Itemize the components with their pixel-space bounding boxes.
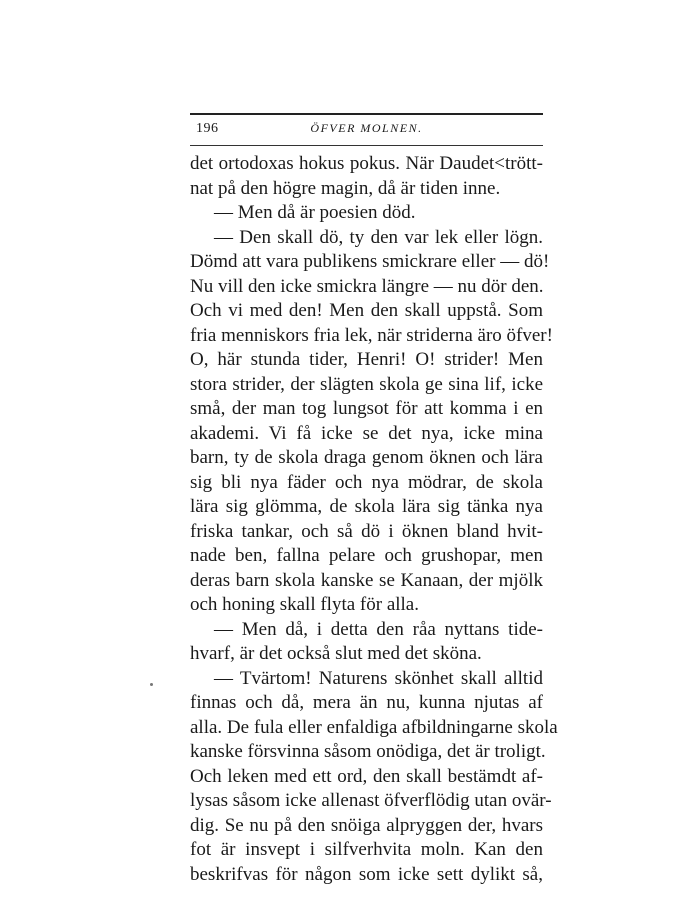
text-line: dig. Se nu på den snöiga alpryggen der, hvars xyxy=(190,814,543,836)
text-line: barn, ty de skola draga genom öknen och lära xyxy=(190,447,543,468)
text-line: Och leken med ett ord, den skall bestämdt af- xyxy=(190,765,543,787)
text-line: fot är insvept i silfverhvita moln. Kan den xyxy=(190,839,543,860)
text-line: hvarf, är det också slut med det sköna. xyxy=(190,643,482,664)
text-line: nade ben, fallna pelare och grushopar, men xyxy=(190,545,543,566)
text-line: Och vi med den! Men den skall uppstå. Som xyxy=(190,300,543,321)
text-line: akademi. Vi få icke se det nya, icke mina xyxy=(190,422,543,444)
running-head: ÖFVER MOLNEN. xyxy=(310,121,423,135)
page-number: 196 xyxy=(196,121,219,136)
text-line: Nu vill den icke smickra längre — nu dör den. xyxy=(190,275,544,297)
text-line: — Den skall dö, ty den var lek eller lögn. xyxy=(214,226,543,248)
text-line: sig bli nya fäder och nya mödrar, de skola xyxy=(190,471,543,493)
text-line: friska tankar, och så dö i öknen bland hvit- xyxy=(190,520,543,542)
text-line: små, der man tog lungsot för att komma i en xyxy=(190,398,543,419)
text-line: — Men då är poesien död. xyxy=(214,202,416,223)
text-line: stora strider, der slägten skola ge sina lif, icke xyxy=(190,373,543,395)
header-rule-bottom xyxy=(190,145,543,146)
text-line: fria menniskors fria lek, när striderna äro öfver! xyxy=(190,324,553,346)
text-line: Dömd att vara publikens smickrare eller — dö! xyxy=(190,251,550,272)
text-line: finnas och då, mera än nu, kunna njutas af xyxy=(190,692,543,713)
text-line: och honing skall flyta för alla. xyxy=(190,594,419,615)
text-line: det ortodoxas hokus pokus. När Daudet˂trött- xyxy=(190,153,543,174)
text-line: lära sig glömma, de skola lära sig tänka nya xyxy=(190,496,543,517)
print-speck xyxy=(150,683,153,686)
text-line: beskrifvas för någon som icke sett dylikt så, xyxy=(190,863,543,885)
text-line: kanske försvinna såsom onödiga, det är troligt. xyxy=(190,741,546,762)
text-line: — Tvärtom! Naturens skönhet skall alltid xyxy=(214,667,543,689)
header-rule-top xyxy=(190,113,543,115)
text-line: — Men då, i detta den råa nyttans tide- xyxy=(214,618,543,640)
text-line: lysas såsom icke allenast öfverflödig utan ovär- xyxy=(190,790,552,811)
text-line: alla. De fula eller enfaldiga afbildningarne skola xyxy=(190,716,558,738)
text-line: nat på den högre magin, då är tiden inne. xyxy=(190,177,501,199)
text-line: deras barn skola kanske se Kanaan, der mjölk xyxy=(190,569,543,591)
text-line: O, här stunda tider, Henri! O! strider! Men xyxy=(190,349,543,370)
body-text xyxy=(190,152,558,887)
